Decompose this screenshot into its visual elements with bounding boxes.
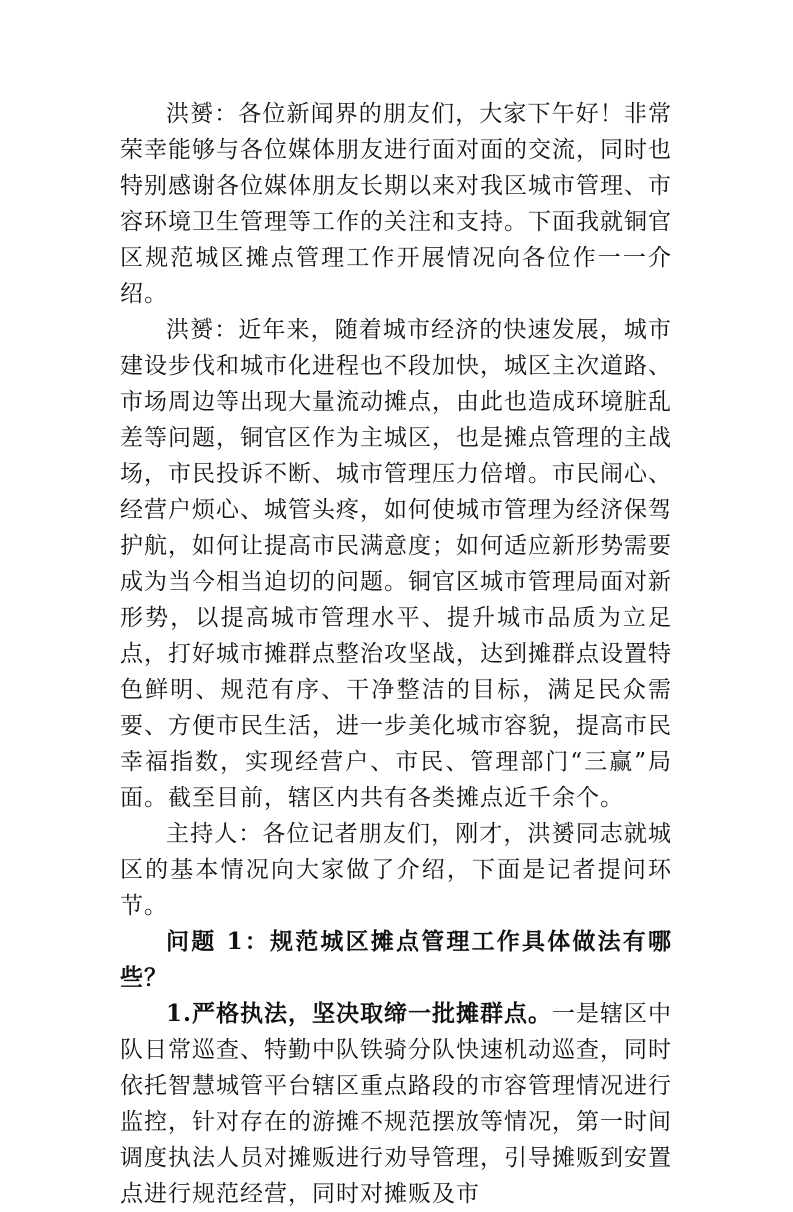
question-heading: 问题 1：规范城区摊点管理工作具体做法有哪些？ [120,928,672,991]
paragraph-host-transition: 主持人：各位记者朋友们，刚才，洪赟同志就城区的基本情况向大家做了介绍，下面是记者提问环节。 [120,821,672,919]
document-body [120,96,672,1212]
paragraph-background: 洪赟：近年来，随着城市经济的快速发展，城市建设步伐和城市化进程也不段加快，城区主次道路、市场周边等出现大量流动摊点，由此也造成环境脏乱差等问题，铜官区作为主城区，也是摊点管理的主战场，市民投诉不断、城市管理压力倍增。市民闹心、经营户烦心、城管头疼，如何使城市管理为经济保驾护航，如何让提高市民满意度；如何适应新形势需要成为当今相当迫切的问题。铜官区城市管理局面对新形势，以提高城市管理水平、提升城市品质为立足点，打好城市摊群点整治攻坚战，达到摊群点设置特色鲜明、规范有序、干净整洁的目标，满足民众需要、方便市民生活，进一步美化城市容貌，提高市民幸福指数，实现经营户、市民、管理部门“三赢”局面。截至目前，辖区内共有各类摊点近千余个。 [120,317,672,811]
answer-heading: 1.严格执法，坚决取缔一批摊群点。 [166,1000,553,1027]
paragraph-opening-remarks: 洪赟：各位新闻界的朋友们，大家下午好！非常荣幸能够与各位媒体朋友进行面对面的交流，同时也特别感谢各位媒体朋友长期以来对我区城市管理、市容环境卫生管理等工作的关注和支持。下面我就铜官区规范城区摊点管理工作开展情况向各位作一一介绍。 [120,101,672,307]
answer-paragraph [120,996,672,1212]
answer-body: 一是辖区中队日常巡查、特勤中队铁骑分队快速机动巡查，同时依托智慧城管平台辖区重点路段的市容管理情况进行监控，针对存在的游摊不规范摆放等情况，第一时间调度执法人员对摊贩进行劝导管理，引导摊贩到安置点进行规范经营，同时对摊贩及市 [120,1001,673,1207]
